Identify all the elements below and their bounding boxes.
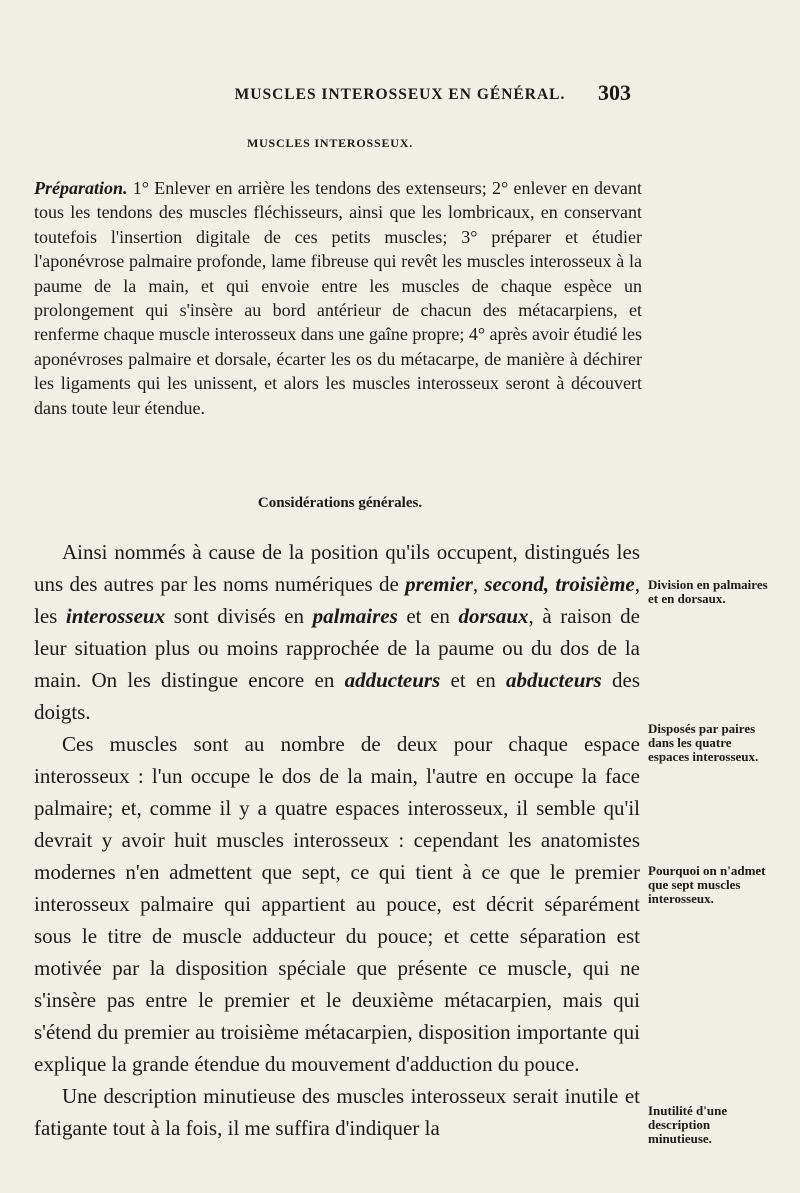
p1-text-1: Ainsi nommés à cause de la position qu'ils occupent, distingués les uns des autres par les noms numériques de [34, 540, 640, 596]
section-title: MUSCLES INTEROSSEUX. [246, 136, 414, 150]
margin-note-inutility: Inutilité d'une description minutieuse. [648, 1103, 728, 1146]
main-text [34, 536, 640, 1144]
margin-note-seven-muscles: Pourquoi on n'admet que sept muscles interosseux. [648, 863, 766, 906]
p1-emphasis-1: premier [405, 572, 473, 596]
margin-note-division: Division en palmaires et en dorsaux. [648, 577, 768, 606]
p1-text-3: , les [34, 572, 640, 628]
paragraph-3: Une description minutieuse des muscles interosseux serait inutile et fatigante tout à la fois, il me suffira d'indiquer la [34, 1084, 640, 1140]
p1-emphasis-7: abducteurs [506, 668, 602, 692]
page-number: 303 [598, 80, 631, 105]
p1-emphasis-6: adducteurs [344, 668, 441, 692]
p1-emphasis-2: second, troisième [484, 572, 635, 596]
p1-text-8: des doigts. [34, 668, 640, 724]
preparation-lead: Préparation. [34, 178, 128, 198]
p1-emphasis-5: dorsaux [458, 604, 529, 628]
preparation-paragraph [34, 176, 642, 420]
p1-text-7: et en [440, 668, 507, 692]
p1-text-4: sont divisés en [165, 604, 313, 628]
p1-text-5: et en [397, 604, 459, 628]
p1-text-2: , [472, 572, 485, 596]
p1-text-6: , à raison de leur situation plus ou moins rapprochée de la paume ou du dos de la main. On les distingue encore en [34, 604, 641, 692]
subheading: Considérations générales. [257, 495, 423, 511]
p1-emphasis-4: palmaires [312, 604, 398, 628]
show-through-text [420, 118, 424, 135]
running-title: MUSCLES INTEROSSEUX EN GÉNÉRAL. [234, 86, 566, 103]
margin-note-disposition: Disposés par paires dans les quatre espaces interosseux. [648, 721, 759, 764]
paragraph-1 [34, 536, 640, 728]
preparation-text: 1° Enlever en arrière les tendons des extenseurs; 2° enlever en devant tous les tendons des muscles fléchisseurs, ainsi que les lombricaux, en conservant toutefois l'insertion digitale de ces petits muscles; 3° préparer et étudier l'aponévrose palmaire profonde, lame fibreuse qui revêt les muscles interosseux à la paume de la main, et qui envoie entre les muscles de chaque espèce un prolongement qui s'insère au bord antérieur de chacun des métacarpiens, et renferme chaque muscle interosseux dans une gaîne propre; 4° après avoir étudié les aponévroses palmaire et dorsale, écarter les os du métacarpe, de manière à déchirer les ligaments qui les unissent, et alors les muscles interosseux seront à découvert dans toute leur étendue. [34, 178, 642, 418]
p1-emphasis-3: interosseux [65, 604, 166, 628]
paragraph-2: Ces muscles sont au nombre de deux pour chaque espace interosseux : l'un occupe le dos de la main, l'autre en occupe la face palmaire; et, comme il y a quatre espaces interosseux, il semble qu'il devrait y avoir huit muscles interosseux : cependant les anatomistes modernes n'en admettent que sept, ce qui tient à ce que le premier interosseux palmaire qui appartient au pouce, est décrit séparément sous le titre de muscle adducteur du pouce; et cette séparation est motivée par la disposition spéciale que présente ce muscle, qui ne s'insère pas entre le premier et le deuxième métacarpien, mais qui s'étend du premier au troisième métacarpien, disposition importante qui explique la grande étendue du mouvement d'adduction du pouce. [34, 732, 640, 1076]
